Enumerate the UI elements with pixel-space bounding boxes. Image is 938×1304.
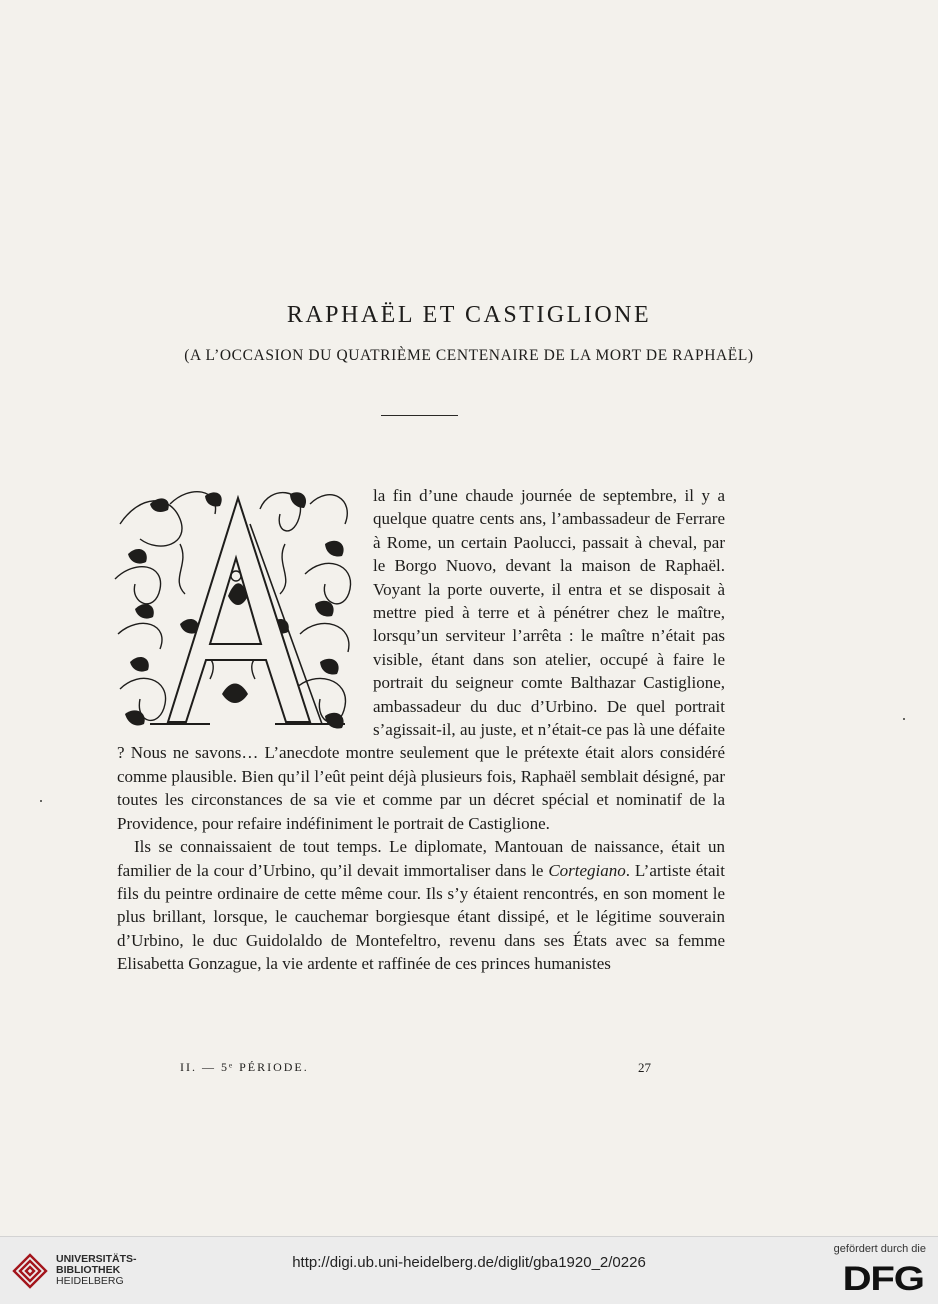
library-line-1: UNIVERSITÄTS- [56, 1253, 137, 1265]
paper-speck [903, 718, 905, 720]
drop-cap-space [117, 484, 373, 738]
article-title: RAPHAËL ET CASTIGLIONE [286, 302, 652, 328]
paragraph-2-end: . L’artiste était fils du peintre ordinaire de cette même cour. Ils s’y étaient rencontrés, en son moment le plus brillant, lorsque, le cauchemar borgiesque étant dissipé, et le légitime souverain d’Urbino, le duc Guidolaldo de Montefeltro, revenu dans ses États avec sa femme Elisabetta Gonzague, la vie ardente et raffinée de ces princes humanistes [117, 860, 725, 974]
page-number: 27 [638, 1060, 651, 1075]
paragraph-1: la fin d’une chaude journée de septembre, il y a quelque quatre cents ans, l’ambassadeur de Ferrare à Rome, un certain Paolucci, passait à cheval, par le Borgo Nuovo, devant la maison de Raphaël. Voyant la porte ouverte, il entra et se disposait à mettre pied à terre et à pénétrer chez le maître, lorsqu’un serviteur l’arrêta : le maître n’était pas visible, étant dans son atelier, occupé à faire le portrait du seigneur comte Balthazar Castiglione, ambassadeur du duc d’Urbino. De quel portrait s’agissait-il, au juste, et n’était-ce pas là une défaite ? Nous ne savons… L’anecdote montre seulement que le prétexte était alors considéré comme plausible. Bien qu’il l’eût peint déjà plusieurs fois, Raphaël semblait désigné, par toutes les circonstances de sa vie et comme par un décret spécial et nominatif de la Providence, pour refaire indéfiniment le portrait de Castiglione. [117, 486, 725, 833]
article-body [117, 484, 725, 976]
title-divider [381, 415, 458, 416]
permalink-url[interactable]: http://digi.ub.uni-heidelberg.de/diglit/gba1920_2/0226 [292, 1254, 646, 1271]
paragraph-2 [117, 835, 725, 975]
article-subtitle: (A L’OCCASION DU QUATRIÈME CENTENAIRE DE LA MORT DE RAPHAËL) [184, 347, 754, 364]
library-line-2: BIBLIOTHEK [56, 1264, 121, 1276]
dfg-logo[interactable]: DFG [842, 1260, 924, 1298]
funding-label: gefördert durch die [833, 1243, 926, 1255]
library-line-3: HEIDELBERG [56, 1275, 124, 1287]
folio-period: II. — 5ᵉ PÉRIODE. [180, 1060, 309, 1074]
paragraph-2-start: Ils se connaissaient de tout temps. Le diplomate, Mantouan de naissance, était un familier de la cour d’Urbino, qu’il devait immortaliser dans le [117, 837, 725, 880]
book-title-cortegiano: Cortegiano [548, 860, 626, 880]
paper-speck [40, 800, 42, 802]
digitization-footer [0, 1236, 938, 1304]
